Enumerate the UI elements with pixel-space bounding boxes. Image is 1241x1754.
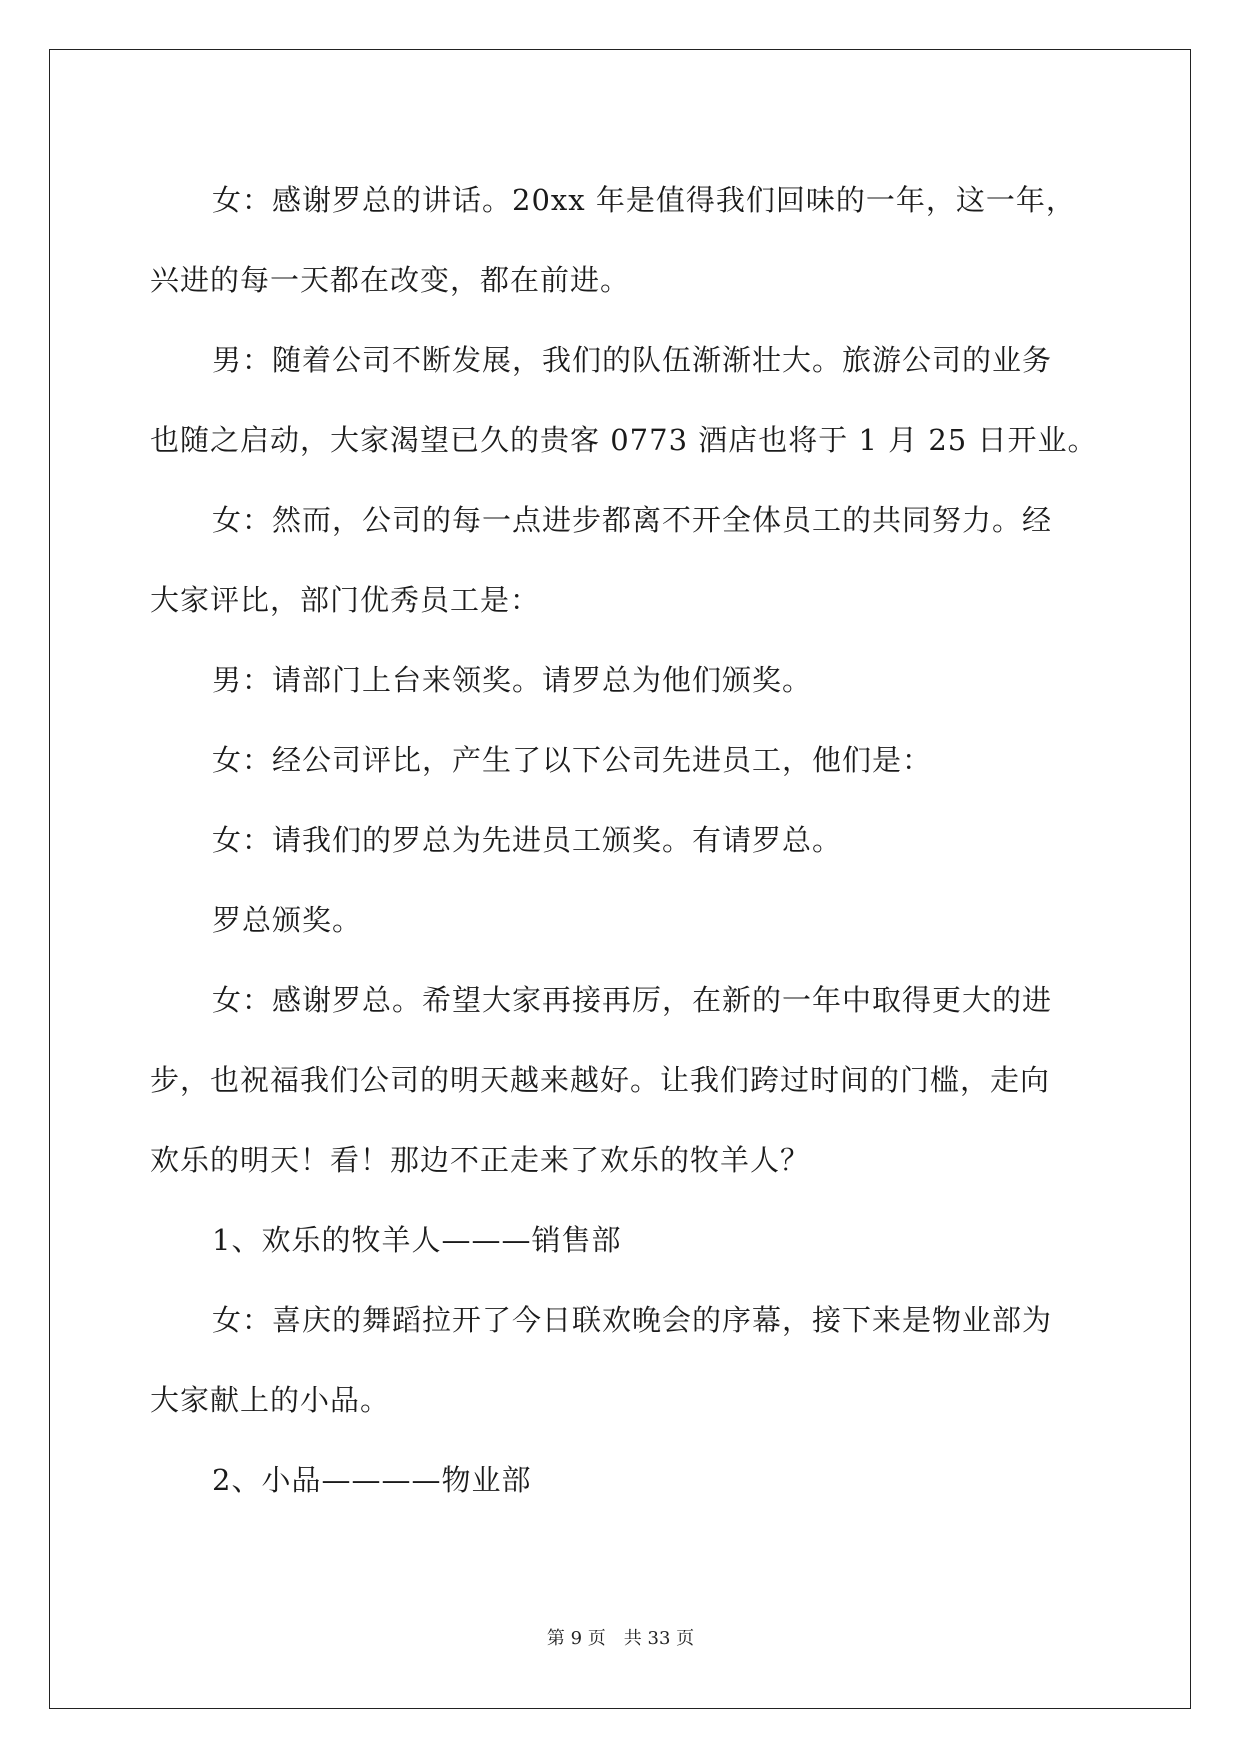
paragraph: [150, 720, 1090, 800]
paragraph-line: 大家评比，部门优秀员工是：: [150, 583, 541, 617]
paragraph-line: 兴进的每一天都在改变，都在前进。: [150, 263, 631, 297]
paragraph-line: 也随之启动，大家渴望已久的贵客 0773 酒店也将于 1 月 25 日开业。: [150, 423, 1098, 457]
paragraph: [150, 480, 1090, 640]
paragraph: [150, 320, 1098, 480]
paragraph-line: 欢乐的明天！看！那边不正走来了欢乐的牧羊人？: [150, 1143, 811, 1177]
paragraph-line: 女：喜庆的舞蹈拉开了今日联欢晚会的序幕，接下来是物业部为: [212, 1303, 1053, 1337]
paragraph: [150, 960, 1090, 1200]
paragraph-line: 男：随着公司不断发展，我们的队伍渐渐壮大。旅游公司的业务: [212, 343, 1053, 377]
paragraph: [150, 1200, 1090, 1280]
paragraph: [150, 800, 1090, 880]
paragraph-line: 女：然而，公司的每一点进步都离不开全体员工的共同努力。经: [212, 503, 1053, 537]
paragraph: [150, 1440, 1090, 1520]
paragraph-line: 女：请我们的罗总为先进员工颁奖。有请罗总。: [212, 823, 843, 857]
paragraph-line: 2、小品————物业部: [212, 1463, 532, 1497]
paragraph: [150, 1280, 1090, 1440]
paragraph-line: 男：请部门上台来领奖。请罗总为他们颁奖。: [212, 663, 813, 697]
paragraph-line: 女：经公司评比，产生了以下公司先进员工，他们是：: [212, 743, 933, 777]
paragraph: [150, 880, 1090, 960]
paragraph-line: 罗总颁奖。: [212, 903, 363, 937]
paragraph-line: 步，也祝福我们公司的明天越来越好。让我们跨过时间的门槛，走向: [150, 1063, 1051, 1097]
paragraph: [150, 160, 1090, 320]
paragraph: [150, 640, 1090, 720]
page-number: 第 9 页: [546, 1628, 606, 1649]
paragraph-line: 1、欢乐的牧羊人———销售部: [212, 1223, 622, 1257]
paragraph-line: 女：感谢罗总。希望大家再接再厉，在新的一年中取得更大的进: [212, 983, 1053, 1017]
page-total: 共 33 页: [623, 1628, 695, 1649]
document-body: [150, 160, 1098, 1520]
paragraph-line: 女：感谢罗总的讲话。20xx 年是值得我们回味的一年，这一年，: [212, 183, 1076, 217]
paragraph-line: 大家献上的小品。: [150, 1383, 391, 1417]
page-footer: [0, 1627, 1241, 1651]
